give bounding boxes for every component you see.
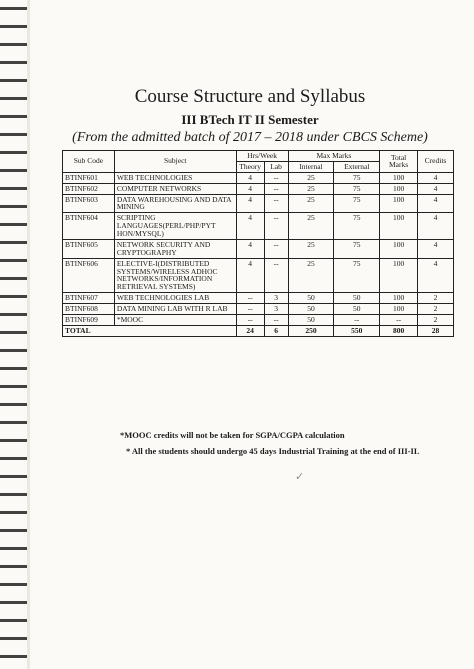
cell-lab: --	[264, 172, 288, 183]
cell-internal: 25	[288, 183, 334, 194]
cell-credits: 4	[418, 239, 454, 258]
cell-total: 100	[380, 183, 418, 194]
cell-subject: SCRIPTING LANGUAGES(PERL/PHP/PYT HON/MYSQL)	[114, 213, 236, 240]
cell-credits: 4	[418, 258, 454, 293]
page-title: Course Structure and Syllabus	[134, 86, 366, 107]
cell-theory: 4	[236, 213, 264, 240]
cell-subject: NETWORK SECURITY AND CRYPTOGRAPHY	[114, 239, 236, 258]
table-row	[63, 213, 454, 240]
cell-lab: --	[264, 183, 288, 194]
table-row	[63, 314, 454, 325]
header-lab: Lab	[264, 161, 288, 172]
cell-lab: --	[264, 239, 288, 258]
table-row	[63, 183, 454, 194]
cell-external: 75	[334, 172, 380, 183]
cell-lab: 3	[264, 293, 288, 304]
table-row	[63, 194, 454, 213]
course-table	[62, 150, 454, 337]
cell-internal: 50	[288, 304, 334, 315]
table-body	[63, 172, 454, 336]
cell-subject: ELECTIVE-I(DISTRIBUTED SYSTEMS/WIRELESS ADHOC NETWORKS/INFORMATION RETRIEVAL SYSTEMS)	[114, 258, 236, 293]
semester-subtitle: III BTech IT II Semester	[181, 112, 319, 127]
cell-theory: 4	[236, 258, 264, 293]
cell-external: 75	[334, 258, 380, 293]
cell-total: --	[380, 314, 418, 325]
cell-internal: 25	[288, 258, 334, 293]
cell-internal: 25	[288, 172, 334, 183]
header-internal: Internal	[288, 161, 334, 172]
cell-credits: 2	[418, 293, 454, 304]
total-label: TOTAL	[63, 325, 237, 336]
cell-internal: 25	[288, 239, 334, 258]
cell-total: 100	[380, 293, 418, 304]
cell-external: 75	[334, 183, 380, 194]
cell-subject: WEB TECHNOLOGIES	[114, 172, 236, 183]
total-credits: 28	[418, 325, 454, 336]
cell-code: BTINF604	[63, 213, 115, 240]
scheme-note: (From the admitted batch of 2017 – 2018 under CBCS Scheme)	[72, 130, 428, 145]
table-row	[63, 172, 454, 183]
training-note: * All the students should undergo 45 days Industrial Training at the end of III-II.	[126, 446, 420, 456]
cell-credits: 4	[418, 194, 454, 213]
cell-lab: 3	[264, 304, 288, 315]
cell-lab: --	[264, 258, 288, 293]
header-theory: Theory	[236, 161, 264, 172]
cell-internal: 25	[288, 194, 334, 213]
cell-code: BTINF609	[63, 314, 115, 325]
header-max-marks: Max Marks	[288, 151, 380, 162]
cell-credits: 2	[418, 314, 454, 325]
cell-external: 75	[334, 194, 380, 213]
table-row	[63, 239, 454, 258]
cell-theory: 4	[236, 239, 264, 258]
cell-total: 100	[380, 172, 418, 183]
cell-theory: 4	[236, 183, 264, 194]
cell-subject: COMPUTER NETWORKS	[114, 183, 236, 194]
cell-subject: DATA MINING LAB WITH R LAB	[114, 304, 236, 315]
cell-code: BTINF603	[63, 194, 115, 213]
total-lab: 6	[264, 325, 288, 336]
cell-lab: --	[264, 213, 288, 240]
header-subject: Subject	[114, 151, 236, 173]
cell-total: 100	[380, 194, 418, 213]
cell-code: BTINF601	[63, 172, 115, 183]
cell-external: 75	[334, 213, 380, 240]
cell-code: BTINF605	[63, 239, 115, 258]
ink-mark: ✓	[295, 470, 305, 483]
cell-total: 100	[380, 213, 418, 240]
table-row	[63, 304, 454, 315]
cell-credits: 4	[418, 213, 454, 240]
header-external: External	[334, 161, 380, 172]
total-internal: 250	[288, 325, 334, 336]
cell-theory: --	[236, 293, 264, 304]
cell-internal: 50	[288, 314, 334, 325]
spiral-binding	[0, 0, 30, 669]
cell-theory: --	[236, 304, 264, 315]
header-total-marks: Total Marks	[380, 151, 418, 173]
cell-total: 100	[380, 304, 418, 315]
cell-code: BTINF602	[63, 183, 115, 194]
cell-credits: 2	[418, 304, 454, 315]
cell-external: --	[334, 314, 380, 325]
total-external: 550	[334, 325, 380, 336]
total-theory: 24	[236, 325, 264, 336]
total-total: 800	[380, 325, 418, 336]
cell-code: BTINF607	[63, 293, 115, 304]
cell-theory: 4	[236, 172, 264, 183]
cell-credits: 4	[418, 183, 454, 194]
cell-external: 50	[334, 293, 380, 304]
cell-subject: DATA WAREHOUSING AND DATA MINING	[114, 194, 236, 213]
cell-credits: 4	[418, 172, 454, 183]
cell-total: 100	[380, 258, 418, 293]
cell-code: BTINF608	[63, 304, 115, 315]
header-sub-code: Sub Code	[63, 151, 115, 173]
table-row	[63, 258, 454, 293]
header-hrs-week: Hrs/Week	[236, 151, 288, 162]
table-row	[63, 293, 454, 304]
header-credits: Credits	[418, 151, 454, 173]
cell-theory: 4	[236, 194, 264, 213]
document-page	[40, 0, 460, 669]
mooc-note: *MOOC credits will not be taken for SGPA/CGPA calculation	[120, 430, 345, 440]
cell-subject: *MOOC	[114, 314, 236, 325]
cell-theory: --	[236, 314, 264, 325]
cell-external: 50	[334, 304, 380, 315]
cell-external: 75	[334, 239, 380, 258]
cell-lab: --	[264, 314, 288, 325]
cell-code: BTINF606	[63, 258, 115, 293]
total-row	[63, 325, 454, 336]
cell-total: 100	[380, 239, 418, 258]
cell-internal: 50	[288, 293, 334, 304]
cell-subject: WEB TECHNOLOGIES LAB	[114, 293, 236, 304]
cell-internal: 25	[288, 213, 334, 240]
cell-lab: --	[264, 194, 288, 213]
